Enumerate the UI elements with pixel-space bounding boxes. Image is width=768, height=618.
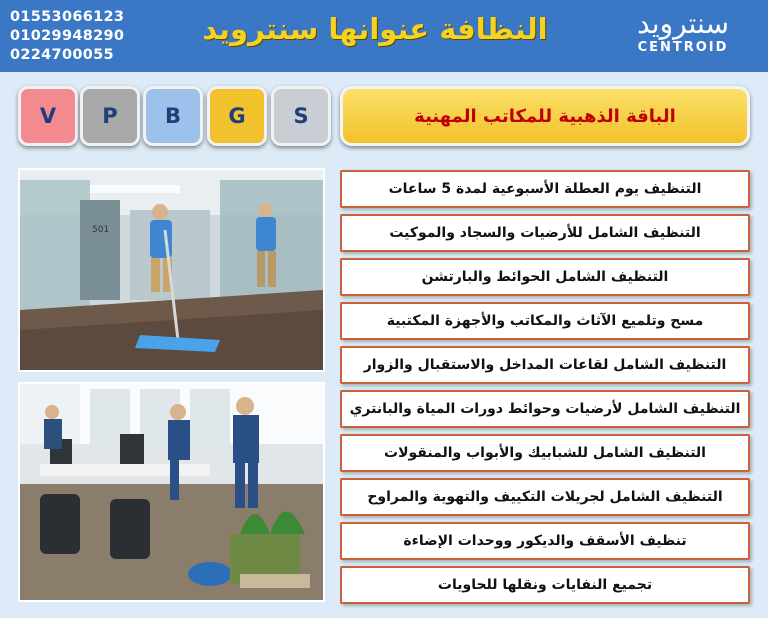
phone-number-2[interactable]: 01029948290 bbox=[10, 28, 125, 44]
service-item: التنظيف الشامل لأرضيات وحوائط دورات المياة والبانتري bbox=[340, 390, 750, 428]
header-bar bbox=[0, 0, 768, 72]
door-number-label: 501 bbox=[92, 225, 110, 235]
service-item: التنظيف الشامل للأرضيات والسجاد والموكيت bbox=[340, 214, 750, 252]
service-item: تنظيف الأسقف والديكور ووحدات الإضاءة bbox=[340, 522, 750, 560]
service-item: التنظيف الشامل الحوائط والبارتشن bbox=[340, 258, 750, 296]
service-item: تجميع النفايات ونقلها للحاويات bbox=[340, 566, 750, 604]
service-item: التنظيف يوم العطلة الأسبوعية لمدة 5 ساعات bbox=[340, 170, 750, 208]
package-title-banner: الباقة الذهبية للمكاتب المهنية bbox=[340, 86, 750, 146]
package-button-p[interactable]: P bbox=[80, 86, 140, 146]
phone-number-3[interactable]: 0224700055 bbox=[10, 47, 114, 63]
service-item: التنظيف الشامل للشبابيك والأبواب والمنقولات bbox=[340, 434, 750, 472]
service-item: التنظيف الشامل لجريلات التكييف والتهوية والمراوح bbox=[340, 478, 750, 516]
phone-list bbox=[10, 8, 124, 65]
package-button-v[interactable]: V bbox=[18, 86, 78, 146]
package-button-s[interactable]: S bbox=[271, 86, 331, 146]
service-item: التنظيف الشامل لقاعات المداخل والاستقبال والزوار bbox=[340, 346, 750, 384]
package-button-g[interactable]: G bbox=[207, 86, 267, 146]
open-office-photo bbox=[18, 382, 325, 602]
logo-arabic: سنترويد bbox=[637, 7, 729, 40]
office-corridor-photo bbox=[18, 168, 325, 372]
service-item: مسح وتلميع الآثاث والمكاتب والأجهزة المكتبية bbox=[340, 302, 750, 340]
package-button-b[interactable]: B bbox=[143, 86, 203, 146]
phone-number-1[interactable]: 01553066123 bbox=[10, 9, 125, 25]
centroid-logo bbox=[628, 8, 738, 55]
logo-english: CENTROID bbox=[637, 40, 729, 55]
page-title: النظافة عنوانها سنترويد bbox=[202, 12, 548, 46]
